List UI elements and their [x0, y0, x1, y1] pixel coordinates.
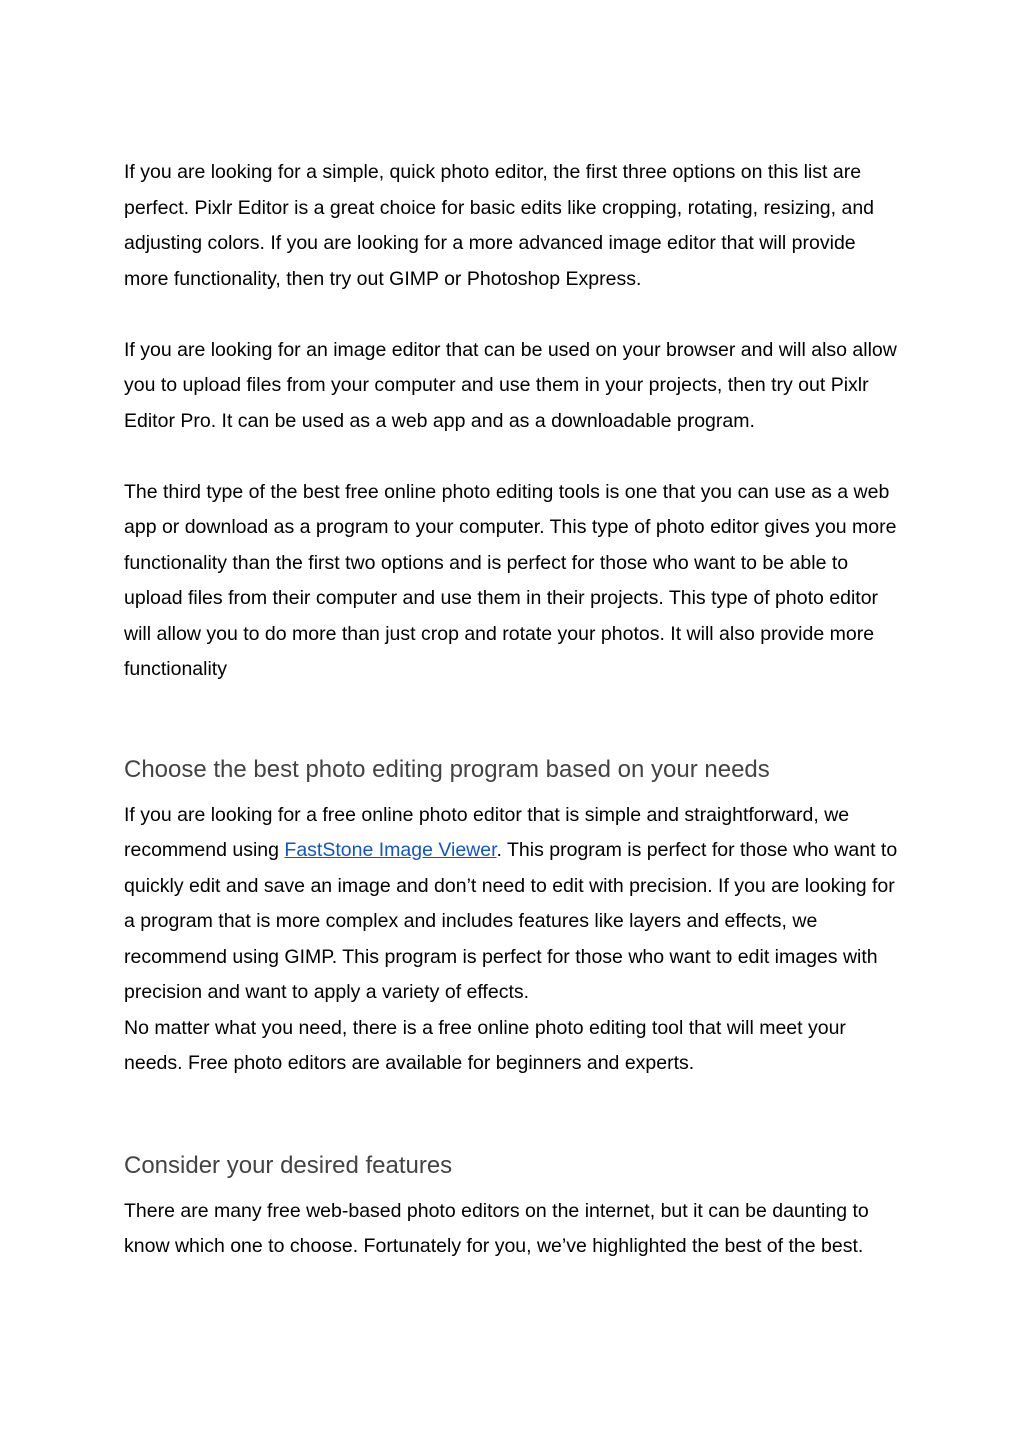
- paragraph-third-type: The third type of the best free online photo editing tools is one that you can use as a web app or download as a program to your computer. This type of photo editor gives you more functionality than the first two options and is perfect for those who want to be able to upload files from their computer and use them in their projects. This type of photo editor will allow you to do more than just crop and rotate your photos. It will also provide more functionality: [124, 480, 897, 680]
- paragraph-recommendations: [124, 798, 904, 1011]
- faststone-link[interactable]: FastStone Image Viewer: [284, 839, 497, 861]
- heading-choose-program: Choose the best photo editing program based on your needs: [124, 755, 770, 783]
- paragraph-browser-editor: If you are looking for an image editor that can be used on your browser and will also allow you to upload files from your computer and use them in your projects, then try out Pixlr Editor Pro. It can be used as a web app and as a downloadable program.: [124, 338, 897, 432]
- heading-desired-features: Consider your desired features: [124, 1151, 453, 1179]
- recommendation-text-start: If you are looking for a free online photo editor that is simple and straightforward, we recommend using: [124, 803, 850, 861]
- paragraph-many-editors: There are many free web-based photo editors on the internet, but it can be daunting to know which one to choose. Fortunately for you, we’ve highlighted the best of the best.: [124, 1199, 869, 1257]
- document-page: [124, 155, 904, 1265]
- recommendation-text-end: . This program is perfect for those who want to quickly edit and save an image and don’t need to edit with precision. If you are looking for a program that is more complex and includes features like layers and effects, we recommend using GIMP. This program is perfect for those who want to edit images with precision and want to apply a variety of effects.: [124, 839, 898, 1003]
- paragraph-simple-editors: If you are looking for a simple, quick photo editor, the first three options on this list are perfect. Pixlr Editor is a great choice for basic edits like cropping, rotating, resizing, and adjusting colors. If you are looking for a more advanced image editor that will provide more functionality, then try out GIMP or Photoshop Express.: [124, 161, 875, 290]
- paragraph-no-matter: No matter what you need, there is a free online photo editing tool that will meet your needs. Free photo editors are available for beginners and experts.: [124, 1016, 846, 1074]
